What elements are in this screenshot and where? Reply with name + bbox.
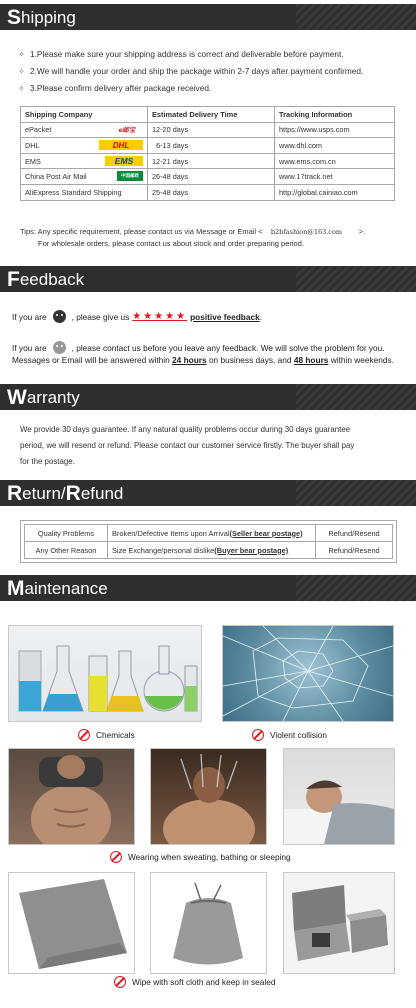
table-row: EMS EMS 12-21 days www.ems.com.cn: [21, 153, 395, 169]
soft-cloth-image: [8, 872, 135, 974]
caption-collision: Violent collision: [252, 729, 327, 741]
shipping-note-3: ✧ 3.Please confirm delivery after package received.: [18, 83, 212, 93]
banner-stripe: [296, 575, 416, 601]
epacket-logo: e邮宝: [118, 127, 136, 135]
banner-stripe: [296, 266, 416, 292]
shipping-note-1: ✧ 1.Please make sure your shipping address is correct and deliverable before payment.: [18, 49, 344, 59]
table-row: Quality Problems Broken/Defective Items upon Arrival(Seller bear postage) Refund/Resend: [25, 525, 393, 542]
warranty-banner-title: arranty: [26, 387, 80, 407]
prohibited-icon: [252, 729, 264, 741]
chemicals-image: [8, 625, 202, 722]
warranty-banner: [0, 384, 416, 410]
caption-chemicals: Chemicals: [78, 729, 135, 741]
diamond-bullet-icon: ✧: [18, 49, 25, 59]
prohibited-icon: [110, 851, 122, 863]
china-post-logo: 中国邮政: [117, 171, 143, 181]
diamond-bullet-icon: ✧: [18, 83, 25, 93]
col-tracking-info: Tracking Information: [275, 107, 395, 123]
table-row: DHL DHL 6-13 days www.dhl.com: [21, 138, 395, 154]
shipping-banner-title: hipping: [21, 7, 76, 27]
table-row: Any Other Reason Size Exchange/personal dislike(Buyer bear postage) Refund/Resend: [25, 542, 393, 559]
table-row: China Post Air Mail 中国邮政 26-48 days www.17track.net: [21, 169, 395, 185]
diamond-bullet-icon: ✧: [18, 66, 25, 76]
col-shipping-company: Shipping Company: [21, 107, 148, 123]
maintenance-banner-title: aintenance: [24, 578, 108, 598]
banner-stripe: [296, 4, 416, 30]
shipping-tips: Tips: Any specific requirement, please contact us via Message or Email < b2bfashion@163.com >. For wholesale orders, please contact us about stock and order preparing period.: [20, 227, 366, 248]
table-row: AliExpress Standard Shipping 25-48 days http://global.cainiao.com: [21, 184, 395, 200]
feedback-banner: [0, 266, 416, 292]
prohibited-icon: [114, 976, 126, 988]
shipping-table-header: [21, 107, 395, 123]
return-banner-initial: R: [7, 481, 23, 505]
prohibited-icon: [78, 729, 90, 741]
five-star-rating-icon: ★★★★★: [132, 311, 188, 322]
shipping-notes: [18, 48, 413, 94]
shipping-table: [20, 106, 395, 201]
refund-table: [24, 524, 393, 559]
shipping-banner: [0, 4, 416, 30]
banner-stripe: [296, 480, 416, 506]
return-refund-banner: [0, 480, 416, 506]
refund-banner-title: efund: [80, 483, 124, 503]
refund-table-box: [20, 520, 397, 563]
gift-box-image: [283, 872, 395, 974]
refund-banner-initial: R: [65, 481, 81, 505]
caption-wipe-seal: Wipe with soft cloth and keep in sealed: [114, 976, 275, 988]
broken-glass-image: [222, 625, 394, 722]
table-row: ePacket e邮宝 12-20 days https://www.usps.com: [21, 122, 395, 138]
feedback-negative-line: If you are , please contact us before you leave any feedback. We will solve the problem for you.: [12, 342, 385, 353]
return-banner-title: eturn/: [22, 483, 66, 503]
col-delivery-time: Estimated Delivery Time: [148, 107, 275, 123]
feedback-positive-line: If you are , please give us ★★★★★ positive feedback .: [12, 311, 263, 322]
bathing-image: [150, 748, 267, 845]
sweating-image: [8, 748, 135, 845]
maintenance-banner: [0, 575, 416, 601]
caption-sweat-bath-sleep: Wearing when sweating, bathing or sleeping: [110, 851, 291, 863]
feedback-response-line: Messages or Email will be answered within 24 hours on business days, and 48 hours within weekends.: [12, 355, 394, 365]
happy-face-icon: [53, 310, 66, 323]
shipping-banner-initial: S: [7, 5, 22, 29]
sleeping-image: [283, 748, 395, 845]
ems-logo: EMS: [105, 156, 143, 166]
dhl-logo: DHL: [99, 140, 143, 150]
banner-stripe: [296, 384, 416, 410]
warranty-banner-initial: W: [7, 385, 27, 409]
contact-email: b2bfashion@163.com: [270, 228, 343, 236]
sad-face-icon: [53, 341, 66, 354]
warranty-text: We provide 30 days guarantee. If any natural quality problems occur during 30 days guarantee period, we will resend or refund. Please contact our customer service firstly. The buyer shall pay for the postage.: [20, 425, 355, 466]
velvet-pouch-image: [150, 872, 267, 974]
feedback-banner-initial: F: [7, 267, 20, 291]
shipping-note-2: ✧ 2.We will handle your order and ship the package within 2-7 days after payment confirmed.: [18, 66, 364, 76]
feedback-banner-title: eedback: [19, 269, 85, 289]
maintenance-banner-initial: M: [7, 576, 25, 600]
